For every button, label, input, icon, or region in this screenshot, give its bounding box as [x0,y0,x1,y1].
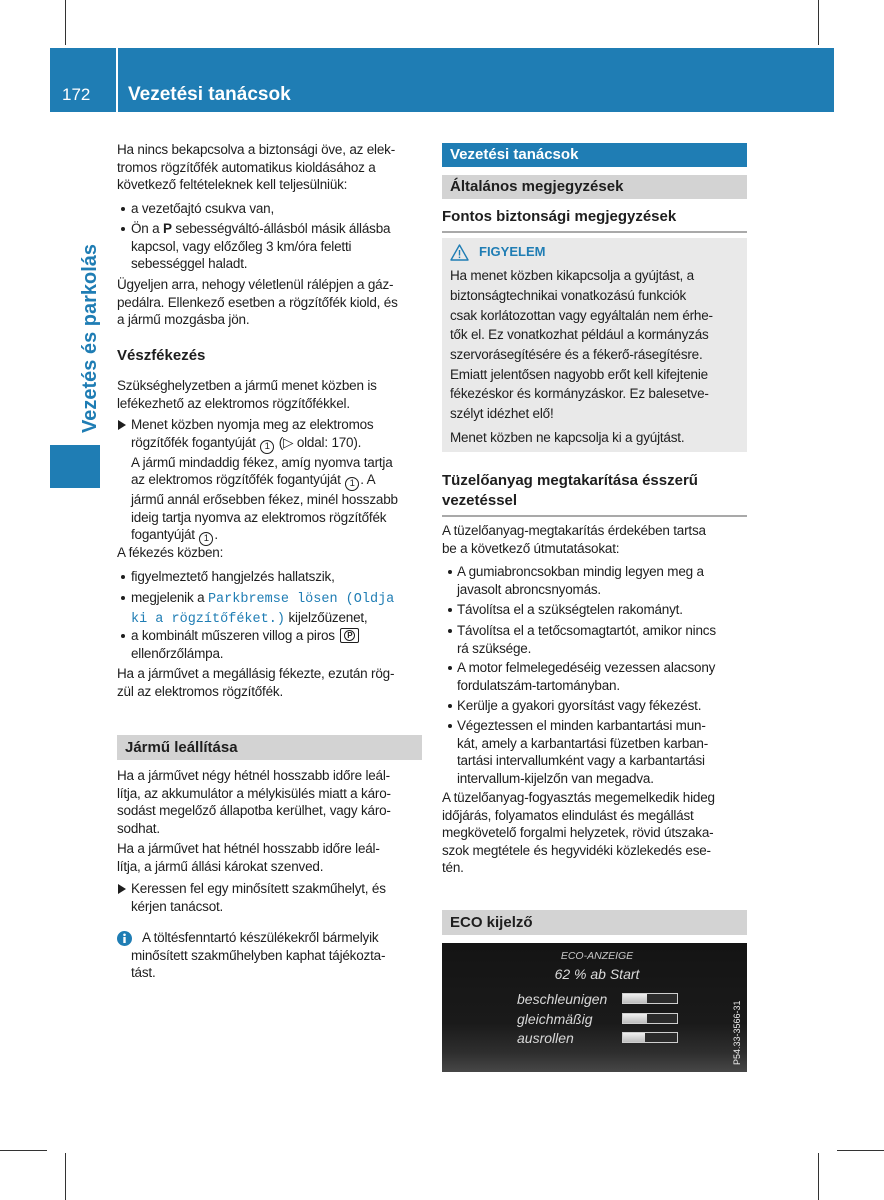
charger-note: A töltésfenntartó készülékekről bármelyik minősített szakműhelyben kaphat tájékozta- tást. [131,930,386,981]
parking-brake-indicator-icon [340,628,359,643]
bullet-icon [121,575,125,579]
eco-since-start: 62 % ab Start [554,966,640,982]
eco-row-label: gleichmäßig [517,1011,593,1027]
during-braking-label: A fékezés közben: [117,545,224,561]
instruction-text: . A jármű annál erősebben fékez, minél hosszabb ideig tartja nyomva az elektromos rögzítőfék fogantyúját [131,472,398,542]
crop-mark [818,1153,819,1200]
fuel-tip: Távolítsa el a szükségtelen rakományt. [457,602,683,618]
chapter-tab [50,445,100,488]
warning-label: FIGYELEM [479,244,546,259]
condition-item [131,220,390,272]
eco-bar-fill [623,1014,647,1023]
effect-item [131,589,394,628]
fuel-saving-heading: Tüzelőanyag megtakarítása ésszerű vezetéssel [442,472,698,509]
crop-mark [65,1153,66,1200]
effect-item: figyelmeztető hangjelzés hallatszik, [131,569,335,585]
after-stop-paragraph: Ha a járművet a megállásig fékezte, ezután rög- zül az elektromos rögzítőfék. [117,666,395,699]
emergency-braking-heading: Vészfékezés [117,347,206,364]
bullet-icon [448,608,452,612]
section-title: Vezetési tanácsok [450,146,579,163]
warning-instruction: Menet közben ne kapcsolja ki a gyújtást. [450,430,685,446]
bullet-icon [448,724,452,728]
bullet-icon [121,227,125,231]
eco-acceleration-bar [622,993,678,1004]
fuel-tip: A motor felmelegedéséig vezessen alacsony fordulatszám-tartományban. [457,660,716,693]
eco-heading: ECO kijelző [450,914,533,931]
info-icon [117,931,132,946]
crop-mark [837,1150,884,1151]
callout-1-icon: 1 [199,532,213,546]
effect-item [131,627,359,662]
fuel-saving-intro: A tüzelőanyag-megtakarítás érdekében tartsa be a következő útmutatásokat: [442,523,706,556]
fuel-tip: Távolítsa el a tetőcsomagtartót, amikor nincs rá szüksége. [457,623,716,656]
action-arrow-icon [118,884,126,894]
callout-1-icon: 1 [345,477,359,491]
warning-box [442,238,747,452]
eco-row-label: ausrollen [517,1030,574,1046]
bullet-icon [448,570,452,574]
bullet-icon [448,629,452,633]
bullet-icon [448,666,452,670]
subsection-title: Általános megjegyzések [450,178,624,195]
crop-mark [0,1150,47,1151]
emergency-braking-instruction [131,416,398,546]
page-number: 172 [62,85,91,104]
eco-steady-bar [622,1013,678,1024]
subsection-bar [442,175,747,199]
parking-brake-symbol: P [344,630,355,641]
parking-section-bar [117,735,422,760]
eco-bar-fill [623,1033,645,1042]
eco-coasting-bar [622,1032,678,1043]
condition-text: Ön a [131,221,164,237]
action-arrow-icon [118,420,126,430]
emergency-braking-intro: Szükséghelyzetben a jármű menet közben is lefékezhető az elektromos rögzítőfékkel. [117,378,377,411]
condition-text: sebességváltó-állásból másik állásba kapcsol, vagy előzőleg 3 km/óra feletti sebességgel haladt. [131,221,391,272]
fuel-tip: A gumiabroncsokban mindig legyen meg a javasolt abroncsnyomás. [457,564,704,597]
condition-item: a vezetőajtó csukva van, [131,201,275,217]
bullet-icon [121,634,125,638]
callout-1-icon: 1 [260,440,274,454]
figure-code: P54.33-3566-31 [732,1000,742,1066]
eco-screen-title: ECO-ANZEIGE [560,950,634,962]
eco-display-image [442,943,747,1072]
crop-mark [65,0,66,45]
accelerator-caution: Ügyeljen arra, nehogy véletlenül rálépjen a gáz- pedálra. Ellenkező esetben a rögzítőfék kiold, és a jármű mozgásba jön. [117,277,398,328]
eco-section-bar [442,910,747,935]
chapter-title: Vezetés és parkolás [79,243,101,433]
safety-heading: Fontos biztonsági megjegyzések [442,208,677,225]
intro-paragraph: Ha nincs bekapcsolva a biztonsági öve, az elek- tromos rögzítőfék automatikus kioldásához a következő feltételeknek kell teljesülniük: [117,142,396,193]
gear-position-p: P [163,221,172,237]
bullet-icon [121,596,125,600]
instruction-text: Menet közben nyomja meg az elektromos rögzítőfék fogantyúját [131,417,374,450]
heading-rule [442,231,747,233]
effect-text: a kombinált műszeren villog a piros [131,628,339,644]
eco-row-label: beschleunigen [517,991,608,1007]
fuel-tip: Végeztessen el minden karbantartási mun- kát, amely a karbantartási füzetben karban- tartási intervallumként vagy a karbantartási intervallum-kijelzőn van megadva. [457,718,709,786]
warning-text: Ha menet közben kikapcsolja a gyújtást, a biztonságtechnikai vonatkozású funkciók csak korlátozottan vagy egyáltalán nem érhe- tők el. Ez vonatkozhat például a kormányzás szervorásegítésére és a fékerő-rásegítésre. Emiatt jelentősen nagyobb erőt kell kifejtenie fékezéskor és kormányzáskor. Ez balesetve- szélyt idézhet elő! [450,268,713,422]
parking-heading: Jármű leállítása [125,739,238,756]
effect-text: kijelzőüzenet, [284,609,368,625]
effect-text: megjelenik a [131,590,208,606]
heading-rule [442,515,747,517]
crop-mark [818,0,819,45]
instruction-text: . [214,526,218,542]
bullet-icon [121,207,125,211]
header-bar [118,48,834,112]
eco-bar-fill [623,994,647,1003]
page-title: Vezetési tanácsok [128,84,291,105]
page-number-box [50,48,116,112]
instruction-text: (▷ oldal: 170). A jármű mindaddig fékez, amíg nyomva tartja az elektromos rögzítőfék fogantyúját [131,434,393,488]
fuel-tip: Kerülje a gyakori gyorsítást vagy fékezést. [457,698,702,714]
effect-text: ellenőrzőlámpa. [131,645,224,661]
section-title-bar [442,143,747,167]
warning-triangle-icon [450,244,469,261]
bullet-icon [448,704,452,708]
four-weeks-paragraph: Ha a járművet négy hétnél hosszabb időre leál- lítja, az akkumulátor a mélykisülés miatt a káro- sodást megelőző állapotba kerülhet, vagy káro- sodhat. [117,768,391,836]
fuel-consumption-note: A tüzelőanyag-fogyasztás megemelkedik hideg időjárás, folyamatos elindulást és megállást megkövetelő forgalmi helyzetek, rövid útszaka- szok megtétele és hegyvidéki közlekedés ese- tén. [442,790,715,875]
display-message: Parkbremse lösen (Oldja ki a rögzítőféket.) [131,592,395,627]
six-weeks-paragraph: Ha a járművet hat hétnél hosszabb időre leál- lítja, a jármű állási károkat szenved. [117,841,380,874]
workshop-instruction: Keressen fel egy minősített szakműhelyt, és kérjen tanácsot. [131,881,386,914]
